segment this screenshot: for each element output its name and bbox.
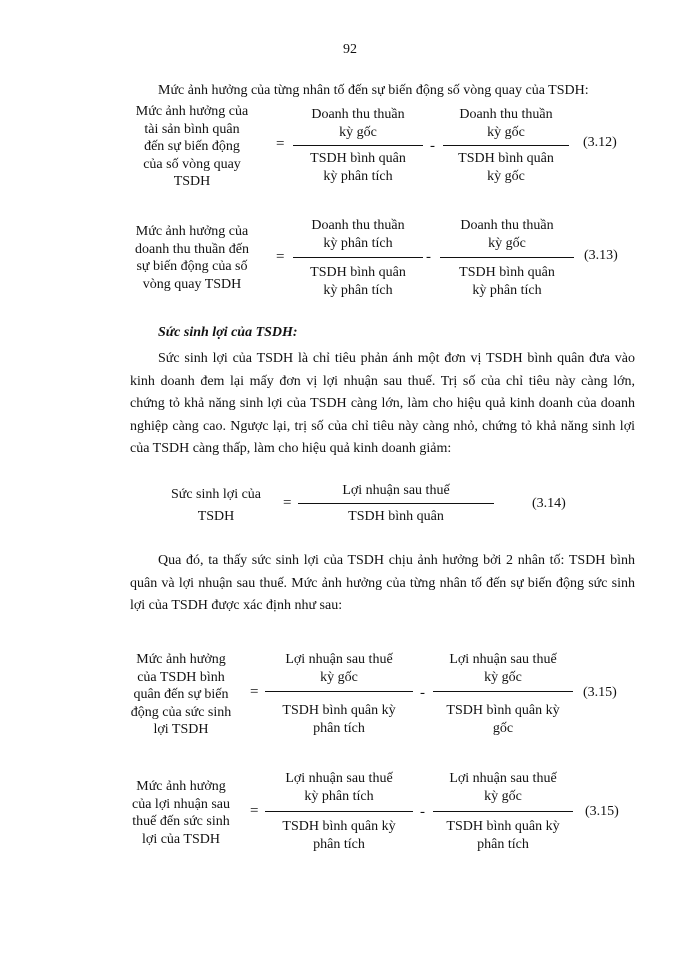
left-numerator: Doanh thu thuần kỳ gốc	[311, 107, 405, 140]
right-denominator: TSDH bình quân kỳ phân tích	[459, 265, 555, 298]
equals-sign: =	[250, 803, 259, 819]
formula-3-15-b	[0, 771, 700, 878]
minus-sign: -	[420, 804, 425, 820]
right-fraction-bar	[433, 691, 573, 692]
paragraph-2: Qua đó, ta thấy sức sinh lợi của TSDH chịu ảnh hưởng bởi 2 nhân tố: TSDH bình quân và lợi nhuận sau thuế. Mức ảnh hưởng của từng nhân tố đến sự biến động sức sinh lợi của TSDH được xác định như sau:	[130, 553, 635, 613]
formula-3-15-a	[0, 651, 700, 751]
numerator: Lợi nhuận sau thuế	[342, 483, 450, 498]
minus-sign: -	[430, 138, 435, 154]
section-heading: Sức sinh lợi của TSDH:	[158, 325, 298, 340]
right-fraction-bar	[433, 811, 573, 812]
denominator: TSDH bình quân	[348, 509, 444, 524]
right-numerator: Lợi nhuận sau thuế kỳ gốc	[449, 652, 557, 685]
right-fraction-bar	[443, 145, 569, 146]
left-numerator: Lợi nhuận sau thuế kỳ gốc	[285, 652, 393, 685]
equals-sign: =	[276, 136, 285, 152]
fraction-bar	[298, 503, 494, 504]
right-numerator: Doanh thu thuần kỳ gốc	[459, 107, 553, 140]
right-numerator: Lợi nhuận sau thuế kỳ gốc	[449, 771, 557, 804]
equals-sign: =	[283, 495, 292, 511]
equals-sign: =	[250, 684, 259, 700]
left-denominator: TSDH bình quân kỳ phân tích	[282, 703, 396, 736]
formula-3-13	[0, 218, 700, 323]
equation-number: (3.12)	[583, 135, 617, 150]
left-numerator: Doanh thu thuần kỳ phân tích	[311, 218, 405, 251]
equation-number: (3.13)	[584, 248, 618, 263]
left-fraction-bar	[293, 257, 423, 258]
left-denominator: TSDH bình quân kỳ phân tích	[310, 265, 406, 298]
equation-number: (3.14)	[532, 496, 566, 511]
minus-sign: -	[426, 249, 431, 265]
left-denominator: TSDH bình quân kỳ phân tích	[310, 151, 406, 184]
formula-label: Mức ảnh hưởng của TSDH bình quân đến sự biến động của sức sinh lợi TSDH	[130, 652, 232, 737]
right-fraction-bar	[440, 257, 574, 258]
right-denominator: TSDH bình quân kỳ gốc	[458, 151, 554, 184]
left-fraction-bar	[265, 811, 413, 812]
left-numerator: Lợi nhuận sau thuế kỳ phân tích	[285, 771, 393, 804]
left-fraction-bar	[265, 691, 413, 692]
formula-label: Mức ảnh hưởng của lợi nhuận sau thuế đến sức sinh lợi của TSDH	[132, 779, 230, 847]
page-number: 92	[343, 42, 357, 57]
formula-label: Sức sinh lợi của TSDH	[170, 487, 262, 524]
equals-sign: =	[276, 249, 285, 265]
equation-number: (3.15)	[585, 804, 619, 819]
intro-line: Mức ảnh hưởng của từng nhân tố đến sự biến động số vòng quay của TSDH:	[158, 83, 589, 98]
right-numerator: Doanh thu thuần kỳ gốc	[460, 218, 554, 251]
paragraph-1: Sức sinh lợi của TSDH là chỉ tiêu phản ánh một đơn vị TSDH bình quân đưa vào kinh doanh đem lại mấy đơn vị lợi nhuận sau thuế. Trị số của chỉ tiêu này càng lớn, chứng tỏ khả năng sinh lợi của TSDH càng lớn, làm cho hiệu quả kinh doanh của doanh nghiệp càng cao. Ngược lại, trị số của chỉ tiêu này càng nhỏ, chứng tỏ khả năng sinh lợi của TSDH càng thấp, làm cho hiệu quả kinh doanh giảm:	[130, 351, 635, 456]
right-denominator: TSDH bình quân kỳ gốc	[446, 703, 560, 736]
equation-number: (3.15)	[583, 685, 617, 700]
formula-3-12	[0, 103, 700, 203]
formula-label: Mức ảnh hưởng của doanh thu thuần đến sự biến động của số vòng quay TSDH	[135, 224, 249, 292]
right-denominator: TSDH bình quân kỳ phân tích	[446, 819, 560, 852]
formula-label: Mức ảnh hưởng của tài sản bình quân đến sự biến động của số vòng quay TSDH	[135, 104, 249, 189]
left-denominator: TSDH bình quân kỳ phân tích	[282, 819, 396, 852]
minus-sign: -	[420, 685, 425, 701]
left-fraction-bar	[293, 145, 423, 146]
